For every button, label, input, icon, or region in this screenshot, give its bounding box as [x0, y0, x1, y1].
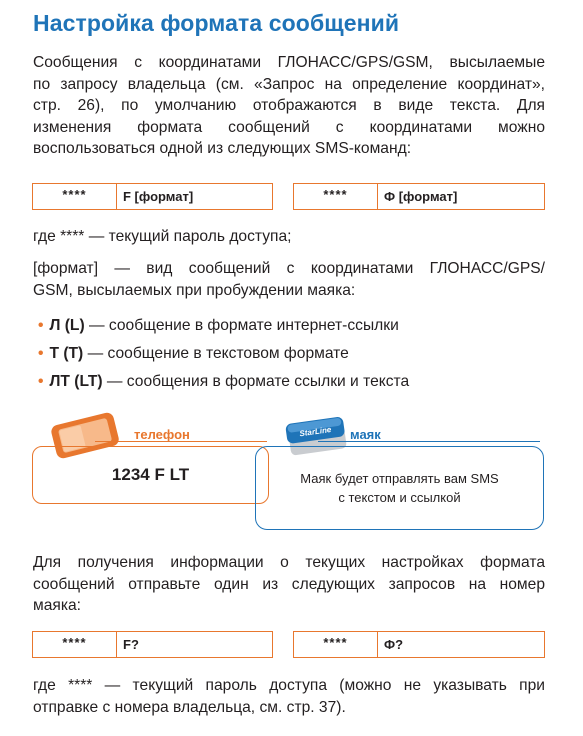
footer-line: где **** — текущий пароль доступа (можно не указывать при: [33, 677, 545, 694]
format-line: GSM, высылаемых при пробуждении маяка:: [33, 281, 356, 299]
phone-label-underline: [95, 441, 267, 442]
command-password: ****: [33, 632, 117, 657]
intro-line: по запросу владельца (см. «Запрос на определение координат»,: [33, 75, 545, 93]
phone-label: телефон: [134, 427, 190, 442]
option-code: ЛТ (LT): [49, 373, 103, 390]
intro-line: изменения формата сообщений с координатами можно: [33, 118, 545, 136]
command-code: F?: [123, 637, 139, 652]
option-text: — сообщение в текстовом формате: [83, 345, 349, 362]
intro-paragraph: [33, 52, 545, 160]
command-password: ****: [294, 184, 378, 209]
format-options-list: [38, 312, 409, 396]
command-code: Ф [формат]: [384, 189, 458, 204]
intro-line: воспользоваться одной из следующих SMS-команд:: [33, 140, 412, 157]
format-line: [формат] — вид сообщений с координатами ГЛОНАСС/GPS/: [33, 260, 545, 277]
intro-line: стр. 26), по умолчанию отображаются в виде текста. Для: [33, 97, 545, 114]
beacon-label: маяк: [350, 427, 381, 442]
command-code: Ф?: [384, 637, 404, 652]
format-description: [33, 258, 545, 301]
command-password: ****: [294, 632, 378, 657]
option-code: Л (L): [49, 317, 85, 334]
query-line: маяка:: [33, 597, 82, 614]
list-item: • Л (L) — сообщение в формате интернет-ссылки: [38, 317, 399, 334]
phone-command-box: [32, 446, 269, 504]
password-note: где **** — текущий пароль доступа;: [33, 228, 292, 245]
option-text: — сообщения в формате ссылки и текста: [102, 373, 410, 390]
query-box-cyrillic: [293, 631, 545, 658]
query-paragraph: [33, 552, 545, 617]
beacon-brand: StarLine: [298, 424, 332, 439]
command-box-cyrillic: [293, 183, 545, 210]
option-code: Т (T): [49, 345, 84, 362]
page-title: Настройка формата сообщений: [33, 10, 400, 36]
intro-line: Сообщения с координатами ГЛОНАСС/GPS/GSM, высылаемые: [33, 54, 545, 71]
command-password: ****: [33, 184, 117, 209]
query-line: Для получения информации о текущих настройках формата: [33, 554, 545, 571]
footer-note: [33, 675, 545, 718]
list-item: • ЛТ (LT) — сообщения в формате ссылки и текста: [38, 373, 410, 390]
phone-command-text: 1234 F LT: [111, 465, 190, 484]
beacon-reply-box: [255, 446, 544, 530]
beacon-label-underline: [318, 441, 540, 442]
footer-line: отправке с номера владельца, см. стр. 37).: [33, 698, 346, 716]
list-item: • Т (T) — сообщение в текстовом формате: [38, 345, 349, 362]
command-box-latin: [32, 183, 273, 210]
beacon-reply-line: Маяк будет отправлять вам SMS: [300, 471, 499, 486]
beacon-reply-line: с текстом и ссылкой: [338, 490, 461, 505]
query-line: сообщений отправьте один из следующих запросов на номер: [33, 575, 545, 593]
query-box-latin: [32, 631, 273, 658]
option-text: — сообщение в формате интернет-ссылки: [84, 317, 399, 334]
command-code: F [формат]: [123, 189, 194, 204]
